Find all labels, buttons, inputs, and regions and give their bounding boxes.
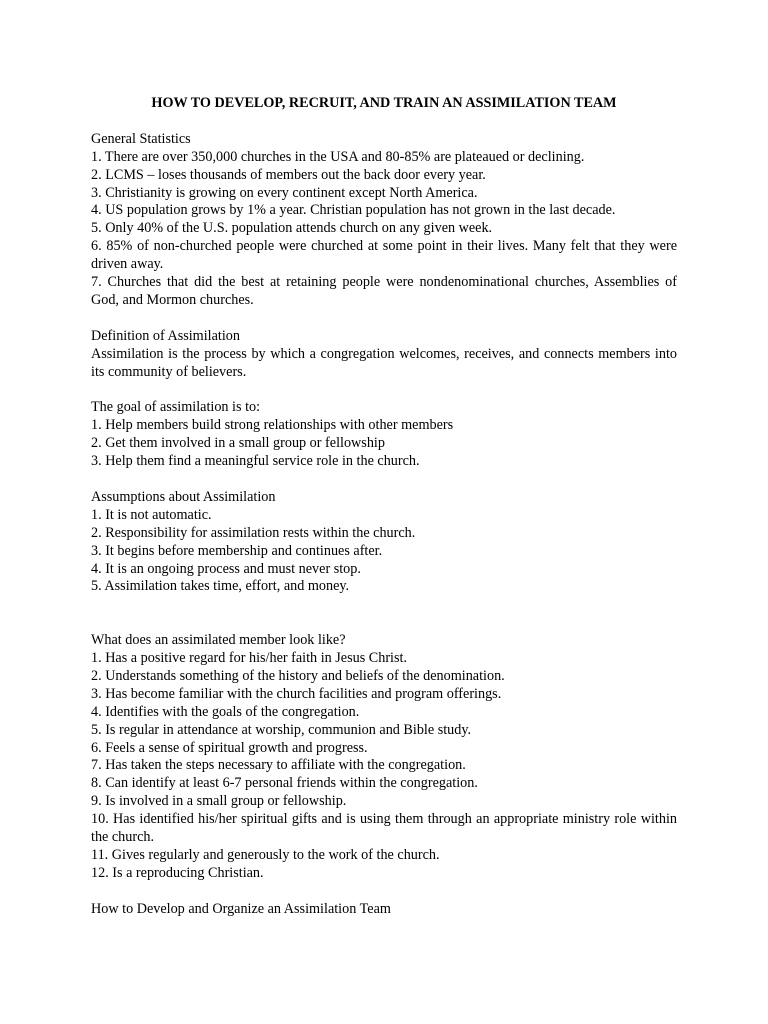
list-item: 5. Is regular in attendance at worship, communion and Bible study.: [91, 721, 472, 738]
list-item: 2. LCMS – loses thousands of members out the back door every year.: [91, 166, 486, 183]
list-item: 3. Help them find a meaningful service role in the church.: [91, 453, 420, 470]
section-heading: How to Develop and Organize an Assimilation Team: [91, 900, 391, 917]
list-item: 10. Has identified his/her spiritual gifts and is using them through an appropriate ministry role within the church.: [91, 811, 677, 846]
list-item: 1. Help members build strong relationships with other members: [91, 417, 454, 434]
list-item: 4. US population grows by 1% a year. Christian population has not grown in the last decade.: [91, 202, 616, 219]
list-item: 4. Identifies with the goals of the congregation.: [91, 703, 360, 720]
list-item: 2. Responsibility for assimilation rests within the church.: [91, 524, 416, 541]
list-item: 9. Is involved in a small group or fellowship.: [91, 793, 347, 810]
list-item: 5. Only 40% of the U.S. population attends church on any given week.: [91, 220, 493, 237]
goal-section: [91, 399, 677, 471]
section-heading: Assumptions about Assimilation: [91, 488, 276, 505]
list-item: 6. Feels a sense of spiritual growth and progress.: [91, 739, 368, 756]
list-item: 11. Gives regularly and generously to the work of the church.: [91, 846, 440, 863]
section-heading: General Statistics: [91, 130, 191, 147]
list-item: 12. Is a reproducing Christian.: [91, 864, 264, 881]
paragraph: Assimilation is the process by which a congregation welcomes, receives, and connects members into its community of believers.: [91, 345, 677, 380]
assimilated-member-section: [91, 632, 677, 883]
list-item: 7. Has taken the steps necessary to affiliate with the congregation.: [91, 757, 466, 774]
list-item: 3. Has become familiar with the church facilities and program offerings.: [91, 685, 502, 702]
section-heading: The goal of assimilation is to:: [91, 399, 261, 416]
list-item: 2. Get them involved in a small group or fellowship: [91, 435, 385, 452]
assumptions-section: [91, 489, 677, 596]
list-item: 4. It is an ongoing process and must never stop.: [91, 560, 361, 577]
section-heading: What does an assimilated member look like?: [91, 632, 346, 649]
list-item: 2. Understands something of the history and beliefs of the denomination.: [91, 667, 505, 684]
definition-section: [91, 328, 677, 382]
document-page: [91, 95, 677, 919]
list-item: 3. Christianity is growing on every continent except North America.: [91, 184, 478, 201]
list-item: 1. There are over 350,000 churches in the USA and 80-85% are plateaued or declining.: [91, 148, 585, 165]
list-item: 1. Has a positive regard for his/her faith in Jesus Christ.: [91, 650, 408, 667]
general-statistics-section: [91, 131, 677, 310]
assimilation-team-section: [91, 901, 677, 919]
list-item: 1. It is not automatic.: [91, 506, 212, 523]
section-heading: Definition of Assimilation: [91, 327, 240, 344]
list-item: 8. Can identify at least 6-7 personal friends within the congregation.: [91, 775, 478, 792]
list-item: 5. Assimilation takes time, effort, and money.: [91, 578, 350, 595]
list-item: 6. 85% of non-churched people were churched at some point in their lives. Many felt that they were driven away.: [91, 238, 677, 273]
list-item: 7. Churches that did the best at retaining people were nondenominational churches, Assemblies of God, and Mormon churches.: [91, 274, 677, 308]
list-item: 3. It begins before membership and continues after.: [91, 542, 383, 559]
document-title: HOW TO DEVELOP, RECRUIT, AND TRAIN AN ASSIMILATION TEAM: [151, 95, 617, 111]
